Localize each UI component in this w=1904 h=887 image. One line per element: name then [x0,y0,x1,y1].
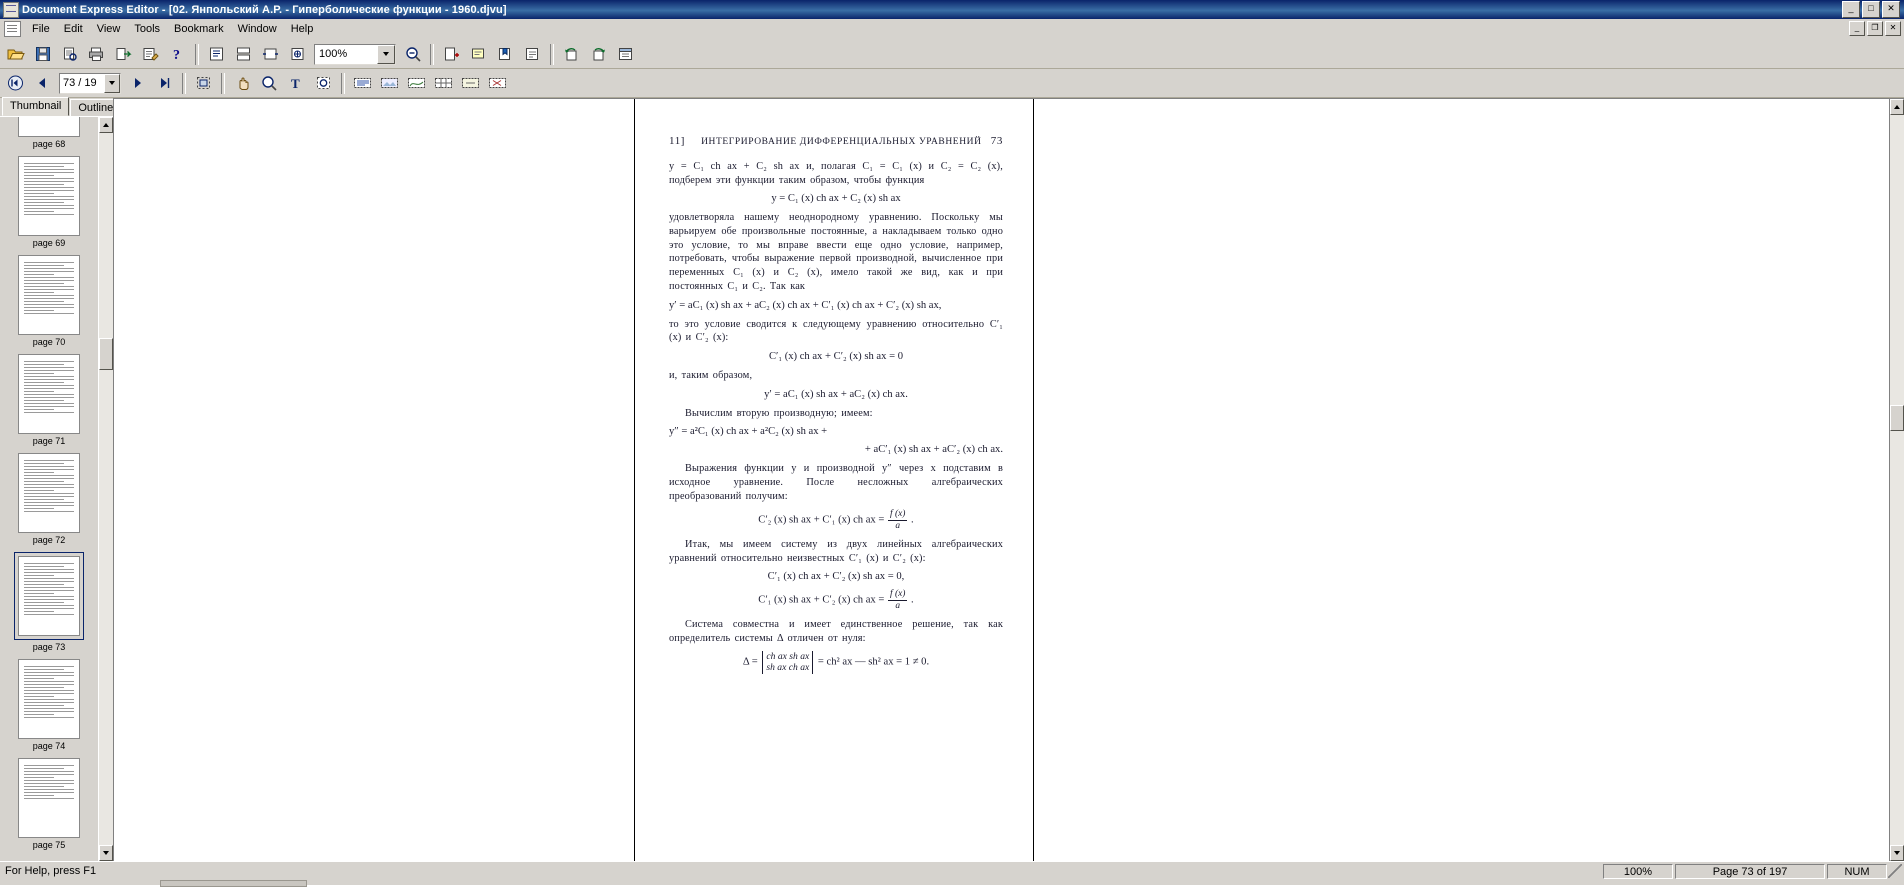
scroll-up-button[interactable] [99,117,113,133]
determinant-lhs: Δ = [742,656,758,668]
svg-text:T: T [291,76,300,91]
status-zoom: 100% [1603,864,1673,879]
page-number-combobox[interactable] [59,73,121,94]
title-bar [0,0,1904,19]
mdi-minimize-button[interactable]: _ [1849,21,1865,36]
doc-scroll-thumb[interactable] [1890,405,1904,431]
taskbar-strip [0,880,1904,885]
determinant-row-2: sh ax ch ax [766,662,810,674]
thumbnail-page [18,156,80,236]
paragraph: то это условие сводится к следующему уравнению относительно C′₁ (x) и C′₂ (x): [669,318,1003,344]
navigation-toolbar [0,69,1904,98]
list-item[interactable] [11,453,87,545]
first-page-icon[interactable] [3,71,28,95]
page-sheet[interactable] [634,99,1034,861]
fit-width-icon[interactable] [258,42,283,66]
document-icon[interactable] [4,21,21,37]
edit-metadata-icon[interactable] [138,42,163,66]
thumbnail-label: page 70 [32,337,66,347]
page-properties-icon[interactable] [613,42,638,66]
fit-page-icon[interactable] [285,42,310,66]
doc-scroll-track[interactable] [1890,115,1904,845]
toolbar-separator-2 [430,44,434,65]
thumbnail-list-inner[interactable] [0,117,98,861]
list-item[interactable] [11,255,87,347]
thumbnail-page [18,556,80,636]
fraction-denominator: a [895,600,901,611]
menu-window[interactable]: Window [237,22,277,35]
insert-page-icon[interactable] [439,42,464,66]
zoom-out-icon[interactable] [400,42,425,66]
menu-view[interactable]: View [96,22,121,35]
resize-grip[interactable] [1888,864,1902,878]
mdi-window-controls [1849,21,1901,36]
thumbnail-page [18,758,80,838]
equation-tail: . [911,594,914,606]
window-title: Document Express Editor - [02. Янпольский А.Р. - Гиперболические функции - 1960.djvu] [22,3,507,16]
fraction [888,589,907,611]
note-icon[interactable] [520,42,545,66]
running-header [669,135,1003,147]
thumbnail-label: page 75 [32,840,66,850]
previous-page-icon[interactable] [30,71,55,95]
thumbnail-label: page 73 [32,642,66,652]
list-item[interactable] [11,354,87,446]
zone-image-icon[interactable] [377,71,402,95]
status-page-info: Page 73 of 197 [1675,864,1825,879]
tab-thumbnail[interactable]: Thumbnail [2,97,69,116]
thumbnail-page [18,255,80,335]
paragraph: удовлетворяла нашему неоднородному уравнению. Поскольку мы варьируем обе произвольные постоянные, а накладываем только одно это условие, то мы вправе ввести еще одно условие, например, потребовать, чтобы выражение первой производной, вычисленное при переменных C₁ (x) и C₂ (x), имело такой же вид, как и при постоянных C₁ и C₂. Так как [669,212,1003,292]
thumbnail-label: page 72 [32,535,66,545]
menu-help[interactable]: Help [290,22,314,35]
toolbar-separator-3 [550,44,554,65]
equation: y″ = a²C₁ (x) ch ax + a²C₂ (x) sh ax + [669,426,828,438]
fraction [888,509,907,531]
tab-outline[interactable]: Outline [70,99,121,116]
paragraph: Система совместна и имеет единственное решение, так как определитель системы Δ отличен от нуля: [669,619,1003,644]
mdi-close-button[interactable]: ✕ [1885,21,1901,36]
status-num-lock: NUM [1827,864,1887,879]
zone-text-icon[interactable] [350,71,375,95]
thumbnail-label: page 68 [32,139,66,149]
minimize-button[interactable]: _ [1842,1,1860,18]
text-select-icon[interactable] [284,71,309,95]
zoom-combobox[interactable] [314,44,396,65]
page-layout-continuous-icon[interactable] [231,42,256,66]
pan-hand-icon[interactable] [230,71,255,95]
header-page-number: 73 [990,135,1003,147]
document-canvas[interactable] [114,99,1889,861]
fraction-denominator: a [895,520,901,531]
list-item-selected[interactable] [11,552,87,652]
main-area [0,98,1904,861]
thumbnail-page [18,354,80,434]
print-icon[interactable] [84,42,109,66]
menu-file[interactable]: File [32,22,50,35]
zoom-value: 100% [319,48,348,60]
equation-lhs: C′₂ (x) sh ax + C′₁ (x) ch ax = [758,514,885,526]
equation: y′ = aC₁ (x) sh ax + aC₂ (x) ch ax. [764,388,908,400]
doc-scroll-up-button[interactable] [1890,99,1904,115]
thumbnail-page [18,659,80,739]
paragraph: Итак, мы имеем систему из двух линейных алгебраических уравнений относительно неизвестных C′₁ (x) и C′₂ (x): [669,539,1003,564]
help-icon[interactable] [165,42,190,66]
nav-separator-3 [341,73,345,94]
save-icon[interactable] [30,42,55,66]
page-dropdown-arrow[interactable] [104,74,120,93]
last-page-icon[interactable] [152,71,177,95]
equation: y = C₁ (x) ch ax + C₂ (x) sh ax [771,193,901,205]
paragraph: Вычислим вторую производную; имеем: [685,407,873,419]
document-window-icon[interactable] [3,2,19,18]
list-item[interactable] [11,117,87,149]
bookmark-add-icon[interactable] [493,42,518,66]
equation-lhs: C′₁ (x) sh ax + C′₂ (x) ch ax = [758,594,885,606]
status-help-text: For Help, press F1 [5,864,97,877]
rotate-left-icon[interactable] [559,42,584,66]
open-icon[interactable] [3,42,28,66]
document-scrollbar[interactable] [1889,99,1904,861]
status-bar [0,861,1904,880]
sidebar-scrollbar[interactable] [98,117,113,861]
sidebar-tabstrip [0,98,113,116]
equation: C′₁ (x) ch ax + C′₂ (x) sh ax = 0 [768,350,903,362]
export-icon[interactable] [111,42,136,66]
header-running-title: ИНТЕГРИРОВАНИЕ ДИФФЕРЕНЦИАЛЬНЫХ УРАВНЕНИЙ [701,137,982,147]
determinant-matrix [762,651,813,673]
select-region-icon[interactable] [191,71,216,95]
equation: + aC′₁ (x) sh ax + aC′₂ (x) ch ax. [864,444,1003,456]
rotate-right-icon[interactable] [586,42,611,66]
next-page-icon[interactable] [125,71,150,95]
determinant-rhs: = ch² ax — sh² ax = 1 ≠ 0. [817,656,930,668]
equation-determinant [669,651,1003,673]
nav-separator-2 [221,73,225,94]
menu-tools[interactable]: Tools [134,22,161,35]
mdi-restore-button[interactable]: ❐ [1867,21,1883,36]
equation-fraction [669,589,1003,611]
document-area [113,98,1904,861]
paragraph: Выражения функции y и производной y″ через x подставим в исходное уравнение. После несложных алгебраических преобразований получим: [669,463,1003,502]
main-toolbar [0,40,1904,69]
nav-separator [182,73,186,94]
zone-drawing-icon[interactable] [404,71,429,95]
fraction-numerator: f (x) [890,509,906,520]
thumbnail-label: page 74 [32,741,66,751]
magnifier-region-icon[interactable] [311,71,336,95]
toolbar-separator [195,44,199,65]
list-item[interactable] [11,659,87,751]
scroll-down-button[interactable] [99,845,113,861]
doc-scroll-down-button[interactable] [1890,845,1904,861]
menu-bookmark[interactable]: Bookmark [174,22,224,35]
list-item[interactable] [11,758,87,850]
thumbnail-page [18,453,80,533]
fraction-numerator: f (x) [890,589,906,600]
equation: C′₁ (x) ch ax + C′₂ (x) sh ax = 0, [767,571,905,583]
zone-table-icon[interactable] [431,71,456,95]
determinant-row-1: ch ax sh ax [766,651,810,663]
svg-text:?: ? [172,48,180,62]
print-preview-icon[interactable] [57,42,82,66]
page-content [635,99,1033,681]
scroll-track[interactable] [99,133,113,845]
zone-other-icon[interactable] [458,71,483,95]
maximize-button[interactable]: □ [1862,1,1880,18]
equation: y′ = aC₁ (x) sh ax + aC₂ (x) ch ax + C′₁ (x) ch ax + C′₂ (x) sh ax, [669,299,942,311]
page-layout-single-icon[interactable] [204,42,229,66]
equation-fraction [669,509,1003,531]
zone-clear-icon[interactable] [485,71,510,95]
menu-bar [0,19,1904,40]
header-section: 11] [669,135,686,147]
sidebar-panel [0,98,113,861]
thumbnail-list [0,116,113,861]
paragraph: и, таким образом, [669,369,753,381]
menu-edit[interactable]: Edit [63,22,83,35]
paragraph: y = C₁ ch ax + C₂ sh ax и, полагая C₁ = C₁ (x) и C₂ = C₂ (x), подберем эти функции таким образом, чтобы функция [669,161,1003,186]
thumbnail-label: page 69 [32,238,66,248]
zoom-dropdown-arrow[interactable] [377,45,395,64]
annotate-icon[interactable] [466,42,491,66]
taskbar-item[interactable] [160,880,307,887]
thumbnail-label: page 71 [32,436,66,446]
zoom-tool-icon[interactable] [257,71,282,95]
document-viewport [113,98,1904,861]
window-controls [1842,1,1900,18]
scroll-thumb[interactable] [99,338,113,370]
page-number-value: 73 / 19 [63,77,97,89]
close-button[interactable]: ✕ [1882,1,1900,18]
thumbnail-page [18,117,80,137]
list-item[interactable] [11,156,87,248]
equation-tail: . [911,514,914,526]
